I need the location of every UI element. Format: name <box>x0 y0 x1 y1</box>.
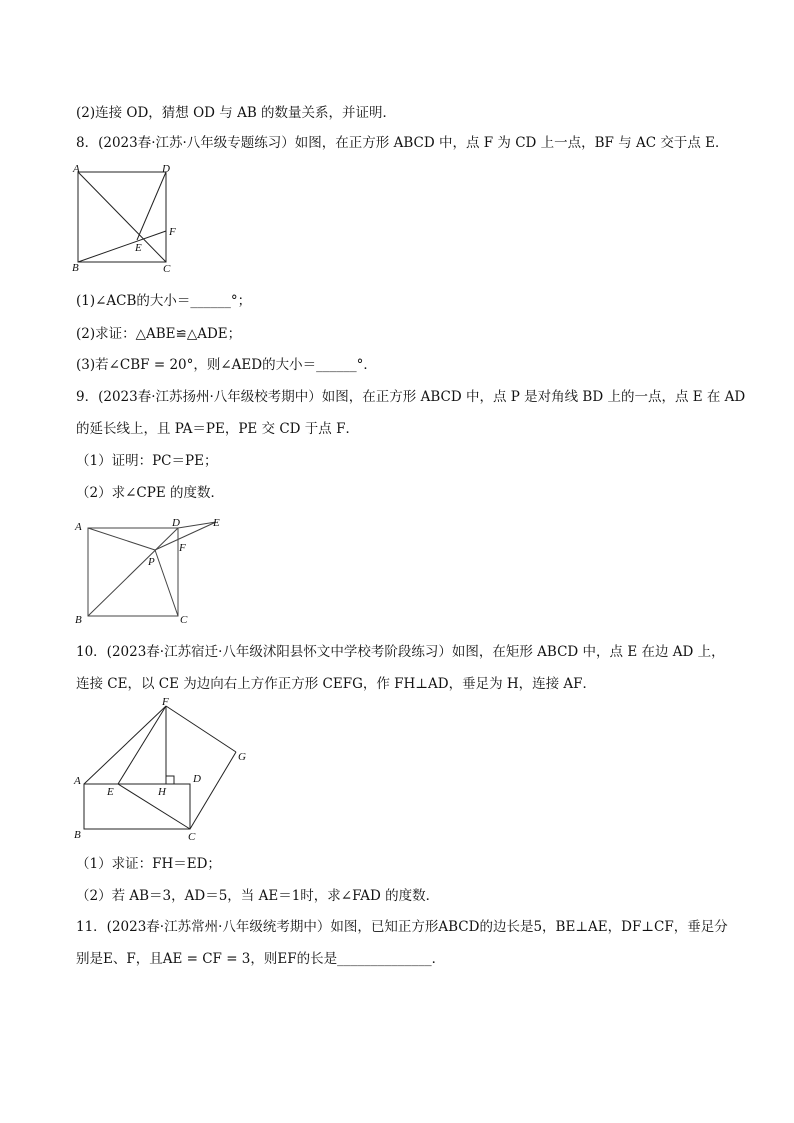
q10-part1: （1）求证：FH＝ED； <box>76 856 221 872</box>
q10-stem-line1: 10．(2023春·江苏宿迁·八年级沭阳县怀文中学校考阶段练习）如图，在矩形 ABCD 中，点 E 在边 AD 上， <box>76 644 725 660</box>
q10-label-a: A <box>74 775 81 787</box>
q9-label-d: D <box>172 517 180 529</box>
q9-figure <box>70 516 230 628</box>
q10-label-e: E <box>107 786 114 798</box>
q8-part1: (1)∠ACB的大小＝______°； <box>76 293 252 309</box>
q10-figure <box>70 698 260 848</box>
q9-stem-line2: 的延长线上，且 PA＝PE，PE 交 CD 于点 F． <box>76 421 359 437</box>
q9-part1: （1）证明：PC＝PE； <box>76 453 218 469</box>
q8-stem: 8．(2023春·江苏·八年级专题练习）如图，在正方形 ABCD 中，点 F 为 CD 上一点，BF 与 AC 交于点 E． <box>76 135 729 151</box>
q8-label-f: F <box>169 226 176 238</box>
q8-part3: (3)若∠CBF = 20°，则∠AED的大小＝______°． <box>76 357 377 373</box>
q9-label-b: B <box>75 614 82 626</box>
q9-label-p: P <box>148 556 155 568</box>
q9-part2: （2）求∠CPE 的度数． <box>76 485 224 501</box>
q10-part2: （2）若 AB＝3，AD＝5，当 AE＝1时，求∠FAD 的度数． <box>76 888 440 904</box>
q9-label-a: A <box>75 521 82 533</box>
q9-stem-line1: 9．(2023春·江苏扬州·八年级校考期中）如图，在正方形 ABCD 中，点 P 是对角线 BD 上的一点，点 E 在 AD <box>76 389 746 405</box>
q7-part2: (2)连接 OD，猜想 OD 与 AB 的数量关系，并证明． <box>76 105 397 121</box>
q8-label-a: A <box>73 164 80 175</box>
q11-stem-line1: 11．(2023春·江苏常州·八年级统考期中）如图，已知正方形ABCD的边长是5，BE⊥AE，DF⊥CF，垂足分 <box>76 919 728 935</box>
q8-label-d: D <box>162 164 170 175</box>
q11-stem-line2: 别是E、F，且AE = CF = 3，则EF的长是______________． <box>76 951 446 967</box>
q9-label-f: F <box>179 542 186 554</box>
q10-label-c: C <box>188 831 196 843</box>
q9-label-c: C <box>180 614 188 626</box>
q10-label-g: G <box>238 751 246 763</box>
q10-label-b: B <box>74 829 81 841</box>
q8-label-c: C <box>163 263 171 274</box>
q8-label-b: B <box>72 262 79 274</box>
q10-label-h: H <box>158 786 166 798</box>
q9-label-e: E <box>213 517 220 529</box>
q10-label-d: D <box>193 773 201 785</box>
q10-stem-line2: 连接 CE，以 CE 为边向右上方作正方形 CEFG，作 FH⊥AD，垂足为 H，连接 AF． <box>76 676 597 692</box>
q8-figure <box>70 164 180 274</box>
q10-label-f: F <box>162 698 169 708</box>
q8-label-e: E <box>135 242 142 254</box>
q8-part2: (2)求证：△ABE≌△ADE； <box>76 326 242 342</box>
